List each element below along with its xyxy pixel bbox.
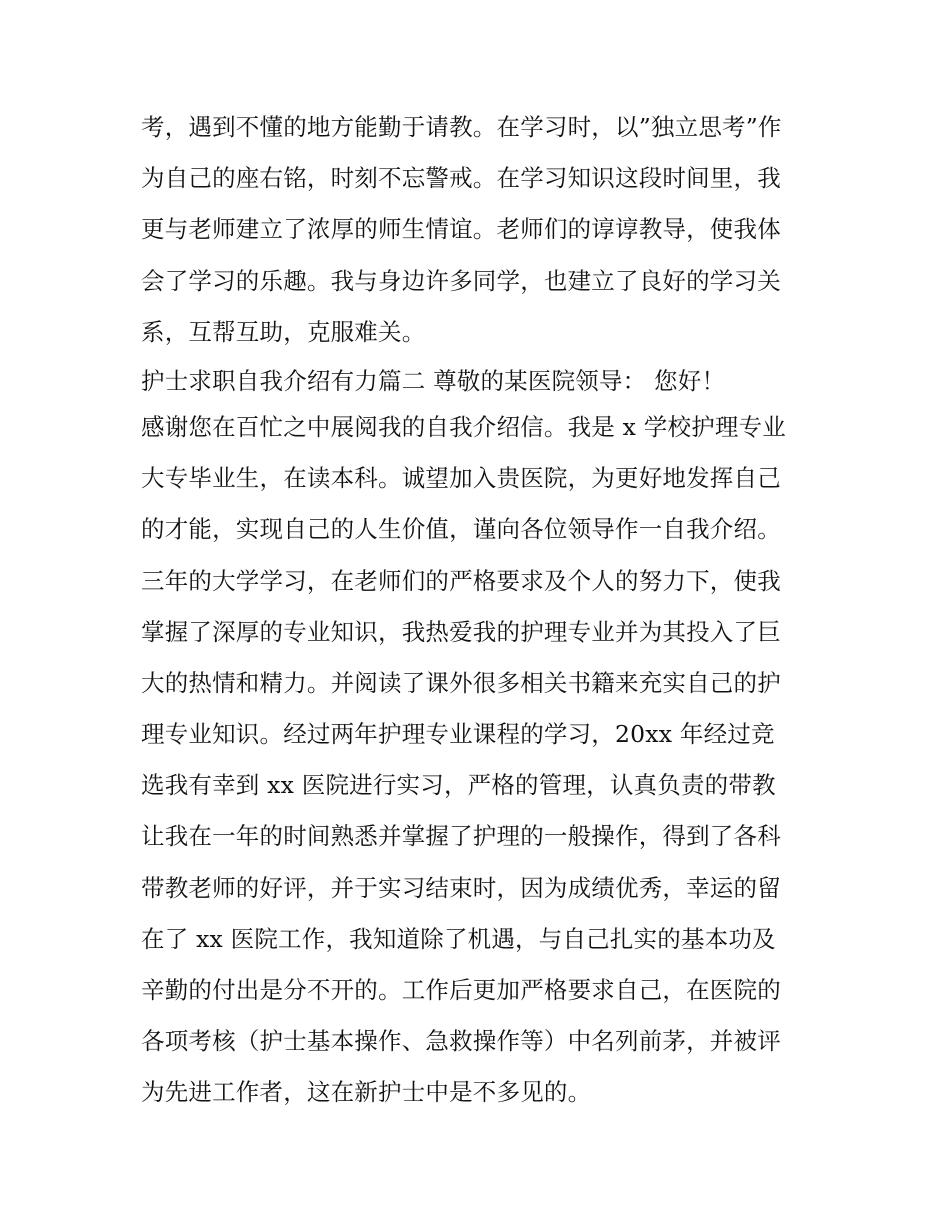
text-line: 选我有幸到 xx 医院进行实习，严格的管理，认真负责的带教 bbox=[141, 771, 776, 800]
text-line: 带教老师的好评，并于实习结束时，因为成绩优秀，幸运的留 bbox=[141, 873, 781, 902]
text-line: 在了 xx 医院工作，我知道除了机遇，与自己扎实的基本功及 bbox=[141, 924, 776, 953]
text-line: 的才能，实现自己的人生价值，谨向各位领导作一自我介绍。 bbox=[141, 515, 781, 544]
text-line: 更与老师建立了浓厚的师生情谊。老师们的谆谆教导，使我体 bbox=[141, 215, 781, 244]
text-line: 让我在一年的时间熟悉并掌握了护理的一般操作，得到了各科 bbox=[141, 822, 781, 851]
text-line: 系，互帮互助，克服难关。 bbox=[141, 317, 426, 346]
text-line: 理专业知识。经过两年护理专业课程的学习，20xx 年经过竞 bbox=[141, 720, 775, 749]
text-line: 掌握了深厚的专业知识，我热爱我的护理专业并为其投入了巨 bbox=[141, 617, 781, 646]
text-line: 感谢您在百忙之中展阅我的自我介绍信。我是 x 学校护理专业 bbox=[141, 412, 786, 441]
text-line: 考，遇到不懂的地方能勤于请教。在学习时，以”独立思考”作 bbox=[141, 113, 782, 141]
section-heading: 护士求职自我介绍有力篇二 尊敬的某医院领导： 您好！ bbox=[141, 366, 726, 395]
text-line: 为先进工作者，这在新护士中是不多见的。 bbox=[141, 1078, 592, 1107]
text-line: 大的热情和精力。并阅读了课外很多相关书籍来充实自己的护 bbox=[141, 668, 781, 697]
text-line: 各项考核（护士基本操作、急救操作等）中名列前茅，并被评 bbox=[141, 1027, 781, 1056]
text-line: 大专毕业生，在读本科。诚望加入贵医院，为更好地发挥自己 bbox=[141, 464, 781, 493]
text-line: 为自己的座右铭，时刻不忘警戒。在学习知识这段时间里，我 bbox=[141, 164, 781, 193]
text-line: 辛勤的付出是分不开的。工作后更加严格要求自己，在医院的 bbox=[141, 976, 781, 1004]
text-line: 三年的大学学习，在老师们的严格要求及个人的努力下，使我 bbox=[141, 566, 781, 595]
paragraph-study bbox=[141, 102, 821, 358]
paragraph-self-intro bbox=[141, 402, 821, 1119]
text-line: 会了学习的乐趣。我与身边许多同学，也建立了良好的学习关 bbox=[141, 266, 781, 295]
document-page bbox=[141, 102, 821, 1119]
